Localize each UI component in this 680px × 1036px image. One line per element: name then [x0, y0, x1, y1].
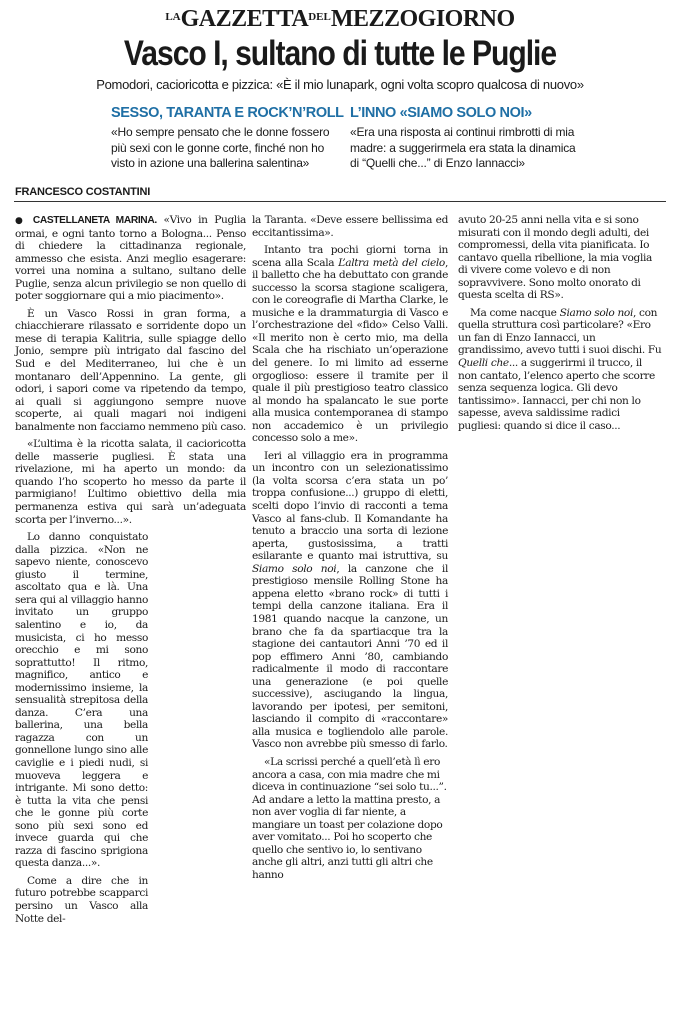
article-headline: Vasco I, sultano di tutte le Puglie — [123, 34, 557, 73]
paragraph-4 — [15, 531, 246, 870]
masthead-gazzetta: GAZZETTA — [180, 6, 309, 32]
paragraph-8-a: Ieri al villaggio era in programma un incontro con un selezionatissimo (la volta scorsa c’era stata un po’ troppa confusione...) gruppo di eletti, scelti dopo l’invio di racconti a tema Vasco al fans-club. Il Komandante ha tenuto a braccio una sorta di lezione aperta, gustosissima, a tratti esilarante e quanto mai istruttiva, su — [252, 449, 448, 563]
paragraph-10: avuto 20-25 anni nella vita e si sono misurati con il mondo degli adulti, dei compromessi, della vita pianificata. Io cantavo quella ribellione, la mia voglia di vivere come volevo e di non sopravvivere. Sono molto onorato di questa scelta di RS». — [458, 214, 653, 302]
paragraph-11-b: , con quella struttura così particolare? «Ero un fan di Enzo Iannacci, un grandissimo, avevo tutti i suoi dischi. Fu — [458, 306, 662, 357]
paragraph-4-text: Lo danno conquistato dalla pizzica. «Non ne sapevo niente, conoscevo giusto il termine, ascoltato qua e là. Una sera qui al villaggio hanno invitato un gruppo salentino e io, da musicista, ci ho messo orecchio e mi sono soprattutto! Il ritmo, magnifico, antico e modernissimo insieme, la sensualità strepitosa della danza. C’era una ballerina, una bella ragazza con un gonnellone lungo sino alle caviglie e i piedi nudi, si muoveva leggera e intrigante. Mi sono detto: è tutta la vita che pensi che le gonne più corte sono più sexi sono ed invece guarda qui che razza di fascino sprigiona questa danza...». — [15, 531, 148, 870]
paragraph-1 — [15, 214, 246, 303]
bullet-icon: ● — [15, 216, 27, 226]
byline-divider — [14, 201, 666, 202]
paragraph-7 — [252, 244, 448, 445]
paragraph-9: «La scrissi perché a quell’età lì ero ancora a casa, con mia madre che mi diceva in continuazione “sei solo tu...”. Ad andare a letto la mattina presto, a non aver voglia di far niente, a mangiare un toast per colazione dopo aver vomitato... Poi ho scoperto che quello che sentivo io, lo sentivano anche gli altri, anzi tutti gli altri che hanno — [252, 755, 447, 881]
newspaper-masthead — [0, 4, 680, 30]
title-altra-meta: L’altra metà del cielo — [338, 256, 445, 269]
photo-placeholder — [154, 531, 246, 1036]
paragraph-8-b: , la canzone che il prestigioso mensile Rolling Stone ha appena eletto «brano rock» di tutti i tempi della canzone italiana. Era il 1981 quando nacque la canzone, un brano che fa da spartiacque tra la stagione dei cantautori Anni ’70 ed il pop effimero Anni ’80, cambiando radicalmente il modo di raccontare una generazione (e poi quelle successive), asciugando la lingua, lavorando per ipotesi, per semitoni, lasciando il compito di «raccontare» alla musica e togliendolo alle parole. Vasco non avrebbe più smesso di farlo. — [252, 562, 448, 751]
article-subhead: Pomodori, cacioricotta e pizzica: «È il mio lunapark, ogni volta scopro qualcosa di nuovo» — [96, 77, 584, 92]
teaser-right-title: L’INNO «SIAMO SOLO NOI» — [350, 105, 532, 121]
paragraph-11-a: Ma come nacque — [470, 306, 560, 319]
article-column-1 — [15, 214, 246, 1036]
dateline: CASTELLANETA MARINA. — [32, 215, 157, 226]
masthead-mezzogiorno: MEZZOGIORNO — [330, 6, 515, 32]
teaser-left-title: SESSO, TARANTA E ROCK’N’ROLL — [111, 105, 344, 121]
masthead-la: LA — [165, 11, 181, 23]
paragraph-1-text: «Vivo in Puglia ormai, e ogni tanto torno a Bologna... Penso di chiedere la cittadinanza regionale, ammesso che esista. Anzi meglio esagerare: vorrei una nomina a sultano, sultano delle Puglie, senza alcun privilegio se non quello di poter soggiornare qui a mio piacimento». — [15, 214, 246, 303]
paragraph-2: È un Vasco Rossi in gran forma, a chiacchierare rilassato e sorridente dopo un mese di terapia Kalitria, sulle spiagge dello Jonio, sempre più intrigato dal fascino del Sud e del Mediterraneo, lui che è un montanaro dell’Appennino. La gente, gli odori, i sapori come va ripetendo da tempo, ai quali si aggiungono sempre nuove scoperte, ai quali magari noi indigeni banalmente non facciamo nemmeno più caso. — [15, 307, 246, 433]
teaser-left-text: «Ho sempre pensato che le donne fossero più sexi con le gonne corte, finché non ho visto in azione una ballerina salentina» — [111, 125, 330, 170]
paragraph-3: «L’ultima è la ricotta salata, il cacioricotta delle masserie pugliesi. È stata una rivelazione, mi ha aperto un mondo: da quando l’ho scoperto ho messo da parte il parmigiano! L’ultimo obiettivo della mia permanenza estiva qui sarà un’adeguata scorta per l’inverno...». — [15, 438, 246, 526]
article-byline: FRANCESCO COSTANTINI — [15, 186, 151, 198]
title-quelli-che: Quelli che... — [458, 357, 518, 370]
teaser-right — [350, 104, 578, 172]
teaser-left — [111, 104, 346, 172]
article-column-3 — [458, 214, 663, 437]
paragraph-5: Come a dire che in futuro potrebbe scapparci persino un Vasco alla Notte del- — [15, 874, 148, 925]
paragraph-11-c: a suggerirmi il trucco, il non cantato, l’elenco aperto che scorre senza sequenza logica. Gli devo tantissimo». Iannacci, per chi non lo sapesse, aveva saldissime radici pugliesi: quando si dice il caso... — [458, 357, 655, 432]
paragraph-6: la Taranta. «Deve essere bellissima ed eccitantissima». — [252, 214, 448, 239]
title-siamo-solo-noi: Siamo solo noi — [252, 562, 337, 575]
article-column-2 — [252, 214, 448, 886]
paragraph-11 — [458, 307, 663, 432]
masthead-del: DEL — [308, 11, 331, 23]
title-siamo-solo-noi-2: Siamo solo noi — [559, 306, 633, 319]
teaser-right-text: «Era una risposta ai continui rimbrotti di mia madre: a suggerirmela era stata la dinamica di “Quelli che...” di Enzo Iannacci» — [350, 125, 576, 170]
paragraph-7-a: Intanto tra pochi giorni torna in scena alla Scala — [252, 244, 448, 269]
paragraph-7-b: , il balletto che ha debuttato con grande successo la scorsa stagione scaligera, con le coreografie di Martha Clarke, le musiche e la drammaturgia di Vasco e l’orchestrazione del «fido» Celso Valli. «Il merito non è certo mio, ma della Scala che ha rischiato un’operazione del genere. Io mi limito ad esserne orgoglioso: essere il tramite per il quale il più prestigioso teatro classico al mondo ha spalancato le sue porte alla musica contemporanea di stampo non accademico è un privilegio concesso solo a me». — [252, 256, 448, 445]
paragraph-8 — [252, 450, 448, 751]
